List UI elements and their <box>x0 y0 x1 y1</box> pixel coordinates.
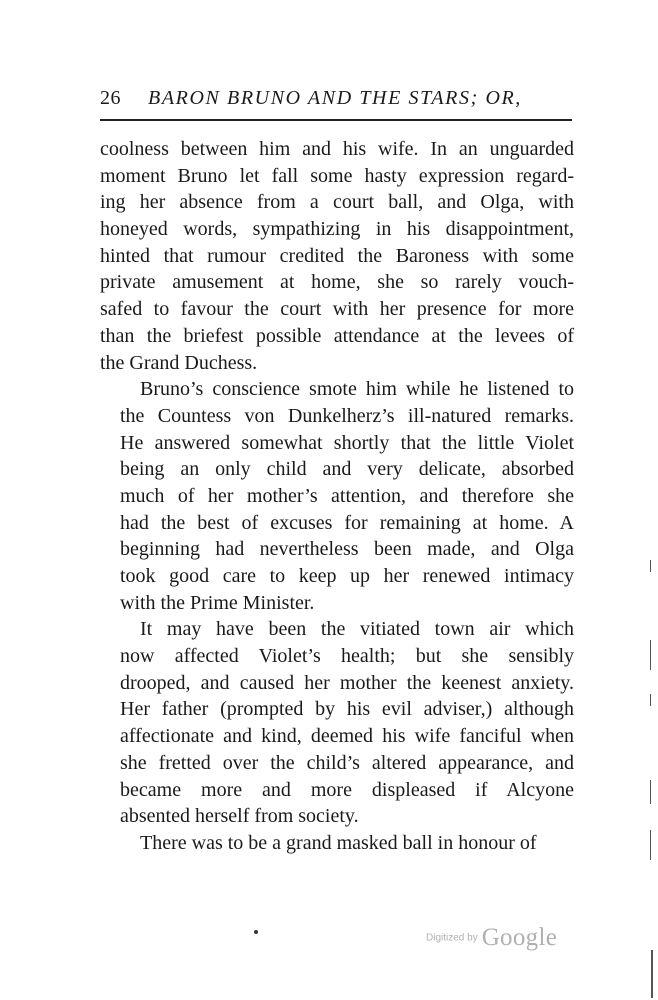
margin-mark <box>650 640 651 670</box>
paragraph <box>100 830 574 857</box>
watermark-brand: Google <box>481 924 558 951</box>
text-line: ing her absence from a court ball, and Olga, with <box>100 191 574 214</box>
text-line: absented herself from society. <box>120 805 359 828</box>
ink-speck <box>254 930 258 934</box>
text-line: It may have been the vitiated town air which <box>140 618 574 641</box>
text-line: became more and more displeased if Alcyone <box>120 778 574 801</box>
text-line: than the briefest possible attendance at the levees of <box>100 324 574 347</box>
running-title: BARON BRUNO AND THE STARS; OR, <box>148 87 522 109</box>
text-line: much of her mother’s attention, and therefore she <box>120 484 574 507</box>
digitized-watermark <box>426 924 557 954</box>
text-line: had the best of excuses for remaining at home. A <box>120 511 574 534</box>
header-rule <box>100 119 572 121</box>
margin-mark <box>650 694 651 706</box>
text-line: private amusement at home, she so rarely vouch- <box>100 271 574 294</box>
text-line: He answered somewhat shortly that the little Violet <box>120 431 574 454</box>
text-line: the Grand Duchess. <box>100 351 258 374</box>
paragraph <box>100 616 574 830</box>
text-line: There was to be a grand masked ball in honour of <box>140 831 537 854</box>
margin-mark <box>650 780 651 804</box>
text-line: with the Prime Minister. <box>120 591 315 614</box>
text-line: she fretted over the child’s altered appearance, and <box>120 751 574 774</box>
text-line: honeyed words, sympathizing in his disappointment, <box>100 218 574 241</box>
text-line: took good care to keep up her renewed intimacy <box>120 565 574 587</box>
paragraph <box>100 376 574 616</box>
text-line: coolness between him and his wife. In an unguarded <box>100 138 574 160</box>
paragraph <box>100 136 574 376</box>
page-number: 26 <box>100 87 121 109</box>
text-line: drooped, and caused her mother the keenest anxiety. <box>120 671 574 694</box>
margin-mark <box>650 560 651 572</box>
text-line: Her father (prompted by his evil adviser,) although <box>120 698 574 721</box>
text-line: Bruno’s conscience smote him while he listened to <box>140 378 574 401</box>
text-line: now affected Violet’s health; but she sensibly <box>120 645 574 668</box>
text-line: hinted that rumour credited the Baroness with some <box>100 244 574 267</box>
text-line: safed to favour the court with her presence for more <box>100 298 574 321</box>
text-line: the Countess von Dunkelherz’s ill-natured remarks. <box>120 404 574 427</box>
text-line: affectionate and kind, deemed his wife fanciful when <box>120 725 574 748</box>
body-text <box>100 136 574 857</box>
running-head <box>100 84 570 112</box>
margin-mark <box>651 950 653 998</box>
text-line: beginning had nevertheless been made, and Olga <box>120 538 574 561</box>
text-line: being an only child and very delicate, absorbed <box>120 458 574 481</box>
watermark-prefix: Digitized by <box>426 932 478 944</box>
margin-mark <box>650 830 651 860</box>
text-line: moment Bruno let fall some hasty expression regard- <box>100 164 574 187</box>
